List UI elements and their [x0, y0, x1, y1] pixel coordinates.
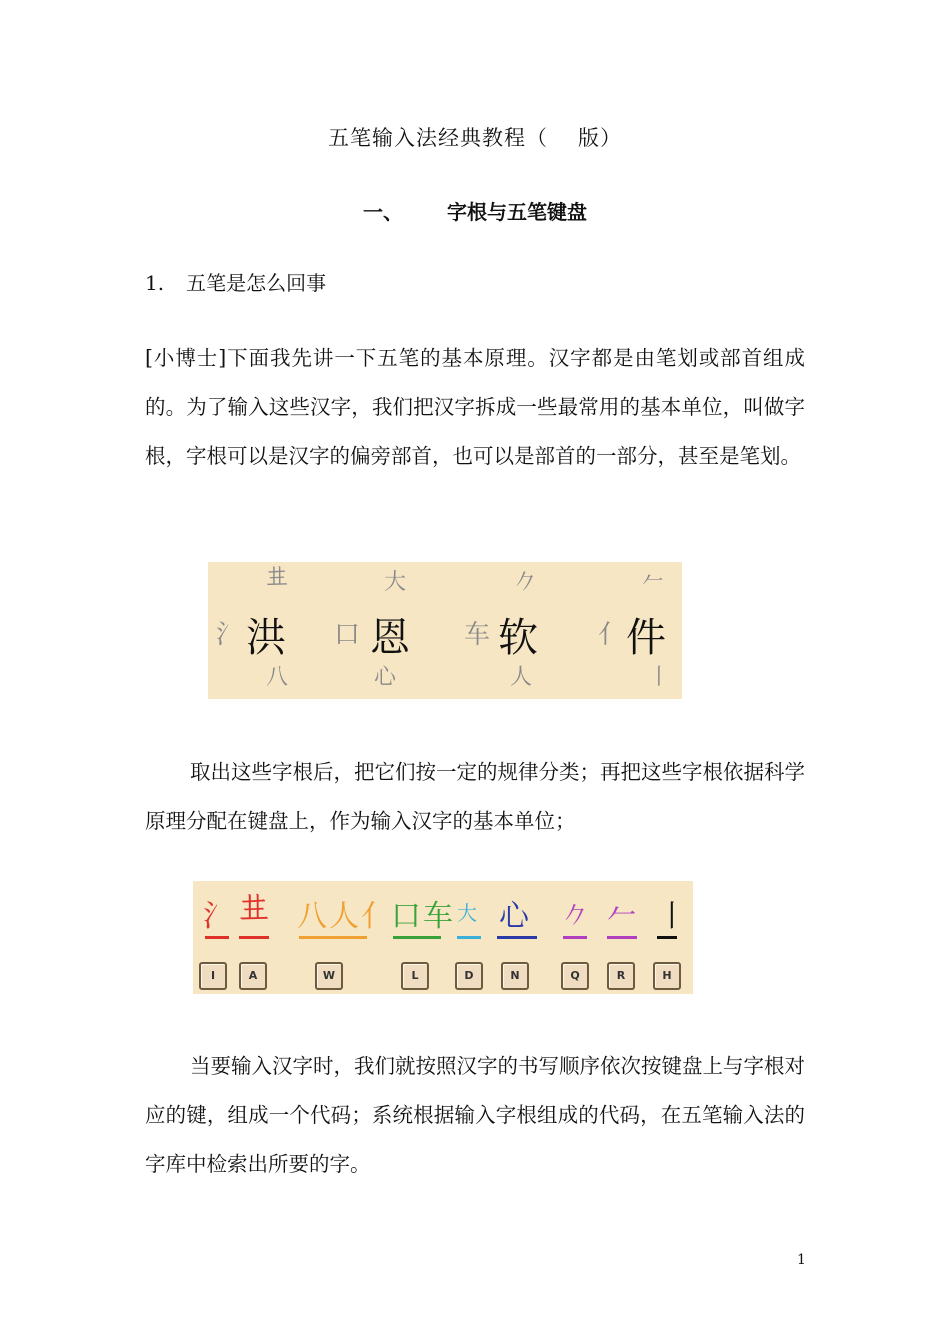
figure1-char: 洪 [246, 615, 286, 661]
document-title [0, 122, 950, 152]
figure-key-mapping [193, 881, 693, 994]
subheading-text: 五笔是怎么回事 [186, 271, 327, 295]
title-part1: 五笔输入法经典教程（ [328, 126, 548, 150]
paragraph-classification: 取出这些字根后，把它们按一定的规律分类；再把这些字根依据科学原理分配在键盘上，作为输入汉字的基本单位； [145, 760, 805, 833]
key-cap: D [455, 962, 483, 990]
figure2-radicals: 八人亻 [297, 899, 393, 934]
subheading-number: 1. [145, 271, 165, 295]
radical-bottom: 丨 [648, 665, 671, 690]
paragraph-input-process: 当要输入汉字时，我们就按照汉字的书写顺序依次按键盘上与字根对应的键，组成一个代码；系统根据输入字根组成的代码，在五笔输入法的字库中检索出所要的字。 [145, 1054, 805, 1176]
key-cap: Q [561, 962, 589, 990]
key-cap: I [199, 962, 227, 990]
figure2-radicals: 𠂊 [563, 901, 589, 929]
color-underline [563, 936, 587, 939]
radical-bottom: 心 [374, 665, 397, 690]
figure1-char: 恩 [370, 615, 410, 661]
radical-top: 𠂉 [642, 570, 665, 595]
radical-left: 氵 [216, 620, 243, 650]
figure1-char: 件 [626, 615, 666, 661]
key-cap: N [501, 962, 529, 990]
section-number: 一、 [363, 200, 403, 224]
figure2-radicals: 大 [457, 901, 479, 925]
radical-left: 亻 [598, 620, 625, 650]
key-cap: W [315, 962, 343, 990]
figure2-radicals: 丨 [657, 899, 689, 934]
radical-bottom: 人 [510, 665, 533, 690]
figure2-radicals: 氵 [203, 899, 235, 934]
subheading [145, 267, 326, 296]
figure2-radicals: 心 [499, 899, 531, 934]
color-underline [299, 936, 367, 939]
color-underline [239, 936, 269, 939]
radical-bottom: 八 [266, 665, 289, 690]
figure1-char: 软 [498, 615, 538, 661]
title-part2: 版） [578, 126, 622, 150]
color-underline [497, 936, 537, 939]
radical-left: 口 [334, 620, 361, 650]
radical-left: 车 [464, 620, 491, 650]
figure2-radicals: 𠀎 [239, 891, 271, 926]
radical-top: 𠀎 [266, 565, 289, 590]
section-title: 字根与五笔键盘 [447, 200, 587, 224]
figure2-radicals: 𠂉 [607, 899, 639, 934]
key-cap: H [653, 962, 681, 990]
paragraph-intro: [小博士]下面我先讲一下五笔的基本原理。汉字都是由笔划或部首组成的。为了输入这些汉字，我们把汉字拆成一些最常用的基本单位，叫做字根，字根可以是汉字的偏旁部首，也可以是部首的一部分，甚至是笔划。 [145, 346, 805, 468]
radical-top: 大 [384, 570, 407, 595]
color-underline [657, 936, 677, 939]
key-cap: A [239, 962, 267, 990]
radical-top: 𠂊 [514, 570, 537, 595]
color-underline [457, 936, 481, 939]
key-cap: L [401, 962, 429, 990]
color-underline [607, 936, 637, 939]
color-underline [205, 936, 229, 939]
page-number: 1 [797, 1252, 806, 1268]
color-underline [393, 936, 441, 939]
figure-radical-decomposition [208, 562, 682, 699]
key-cap: R [607, 962, 635, 990]
figure2-radicals: 口车 [391, 899, 455, 934]
section-heading [0, 196, 950, 225]
